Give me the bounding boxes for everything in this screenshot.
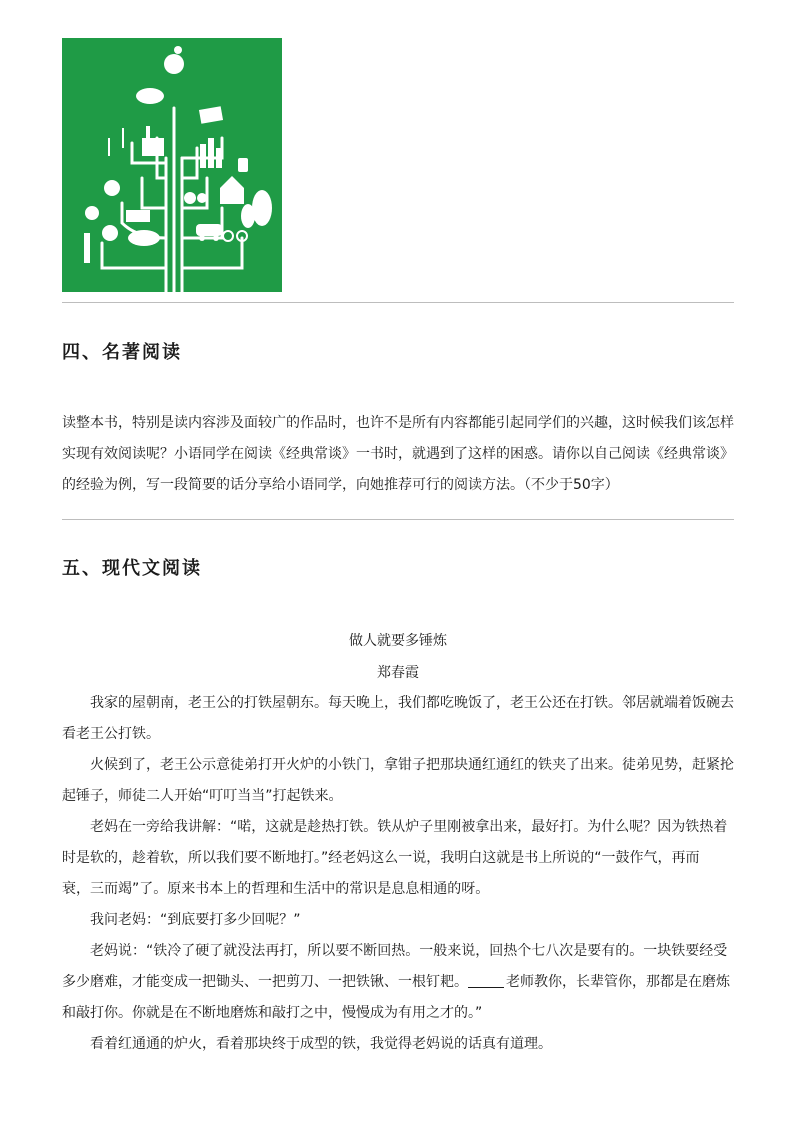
paragraph-2-line: 火候到了，老王公示意徒弟打开火炉的小铁门，拿钳子把那块通红通红的铁夹了出来。徒弟见势，赶紧抡 — [90, 757, 734, 773]
paragraph-3-line: 时是软的，趁着软，所以我们要不断地打。”经老妈这么一说，我明白这就是书上所说的“一鼓作气，再而 — [62, 850, 700, 866]
paragraph-3-line: 老妈在一旁给我讲解：“喏，这就是趁热打铁。铁从炉子里刚被拿出来，最好打。为什么呢？因为铁热着 — [90, 819, 728, 835]
paragraph-1-line: 看老王公打铁。 — [62, 726, 160, 742]
paragraph-5-line: 老妈说：“铁冷了硬了就没法再打，所以要不断回热。一般来说，回热个七八次是要有的。一块铁要经受 — [90, 943, 728, 959]
article-author: 郑春霞 — [377, 665, 419, 681]
eco-tree-icon — [62, 38, 282, 292]
question-line: 的经验为例，写一段简要的话分享给小语同学，向她推荐可行的阅读方法。（不少于50字） — [62, 477, 619, 493]
paragraph-2-line: 起锤子，师徒二人开始“叮叮当当”打起铁来。 — [62, 788, 343, 804]
question-line: 实现有效阅读呢？小语同学在阅读《经典常谈》一书时，就遇到了这样的困惑。请你以自己阅读《经典常谈》 — [62, 446, 734, 462]
paragraph-3-line: 衰，三而竭”了。原来书本上的哲理和生活中的常识是息息相通的呀。 — [62, 881, 490, 897]
paragraph-5-text: 老师教你，长辈管你，那都是在磨炼 — [506, 974, 730, 990]
fill-in-blank[interactable] — [468, 973, 504, 988]
eco-tree-illustration — [62, 38, 282, 292]
divider — [62, 519, 734, 520]
article-body — [62, 688, 738, 1060]
paragraph-5-line — [62, 967, 738, 998]
divider — [62, 302, 734, 303]
section-4-heading: 四、名著阅读 — [62, 342, 182, 363]
paragraph-5-line: 和敲打你。你就是在不断地磨炼和敲打之中，慢慢成为有用之才的。” — [62, 1005, 483, 1021]
paragraph-6: 看着红通通的炉火，看着那块终于成型的铁，我觉得老妈说的话真有道理。 — [90, 1036, 552, 1052]
question-line: 读整本书，特别是读内容涉及面较广的作品时，也许不是所有内容都能引起同学们的兴趣，这时候我们该怎样 — [62, 415, 734, 431]
section-4-question — [62, 408, 738, 501]
paragraph-5-text: 多少磨难，才能变成一把锄头、一把剪刀、一把铁锹、一根钉耙。 — [62, 974, 468, 990]
article-title: 做人就要多锤炼 — [349, 633, 447, 649]
paragraph-4: 我问老妈：“到底要打多少回呢？” — [90, 912, 301, 928]
paragraph-1-line: 我家的屋朝南，老王公的打铁屋朝东。每天晚上，我们都吃晚饭了，老王公还在打铁。邻居就端着饭碗去 — [90, 695, 734, 711]
section-5-heading: 五、现代文阅读 — [62, 558, 202, 579]
